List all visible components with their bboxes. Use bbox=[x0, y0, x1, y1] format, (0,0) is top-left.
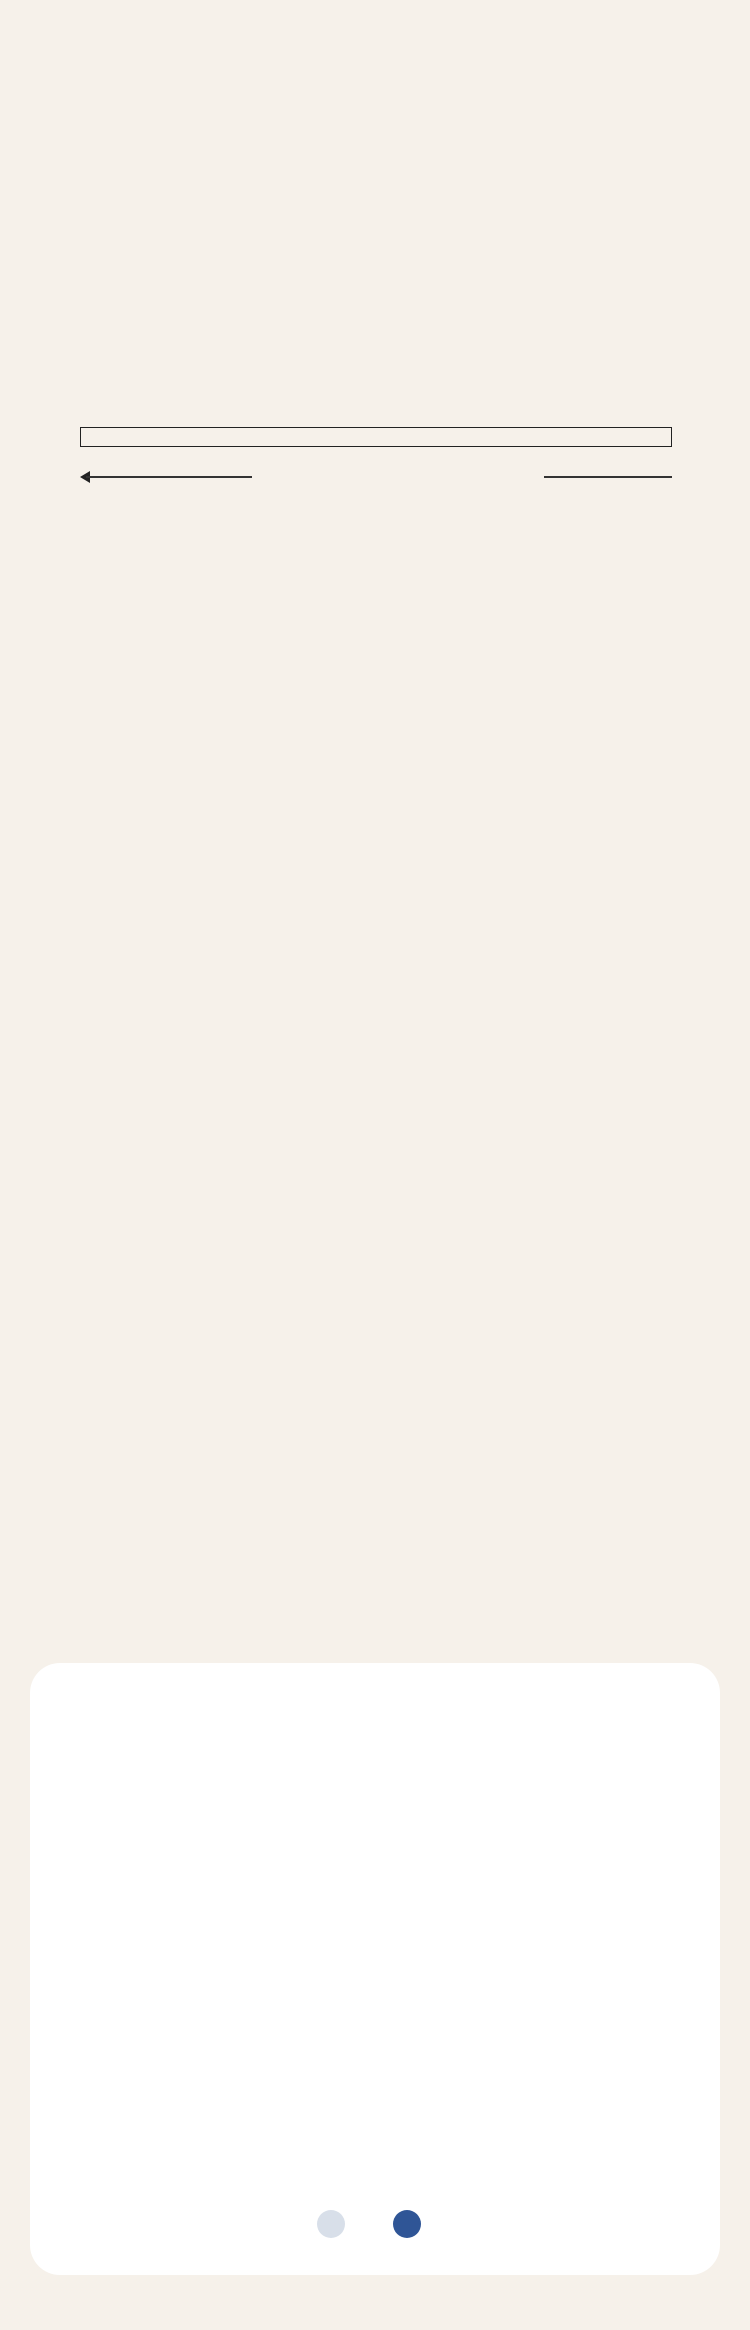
legend-dot-new-icon bbox=[393, 2210, 421, 2238]
arrow-line-right bbox=[544, 476, 672, 478]
allergen-scale-arrow bbox=[80, 466, 672, 486]
legend-item-new bbox=[393, 2210, 433, 2238]
allergen-scale-bar bbox=[80, 427, 672, 447]
recipe-badge-chicken bbox=[238, 550, 512, 597]
legend-dot-old-icon bbox=[317, 2210, 345, 2238]
recipe-badge-lamb bbox=[238, 920, 512, 967]
chart-legend bbox=[0, 2210, 750, 2238]
legend-item-old bbox=[317, 2210, 357, 2238]
switching-card bbox=[30, 1663, 720, 2275]
recipe-badge-salmon bbox=[238, 1290, 512, 1337]
arrow-line-left bbox=[86, 476, 252, 478]
